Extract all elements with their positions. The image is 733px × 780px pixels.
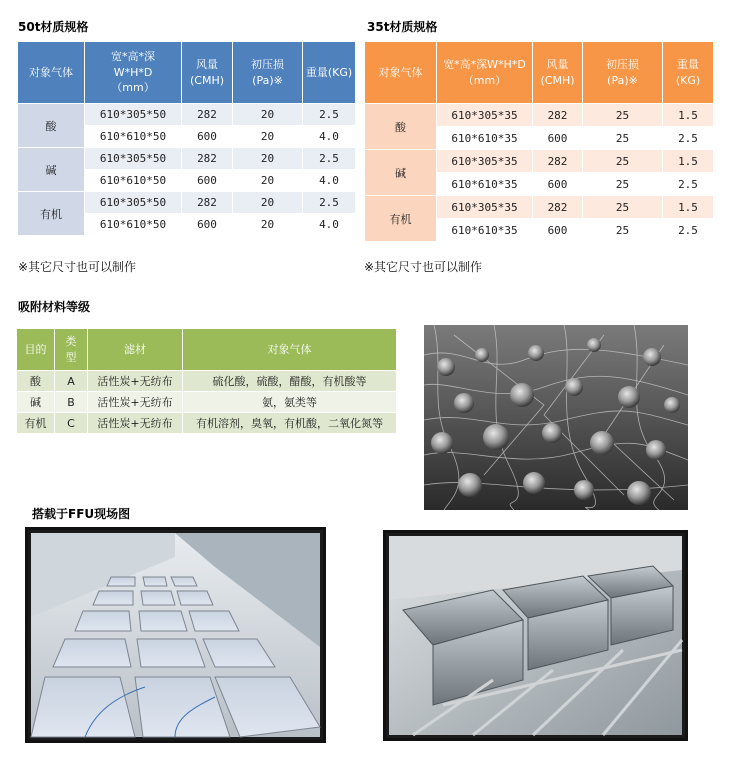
header-weight: 重量 (KG) [663, 42, 714, 104]
weight-cell: 1.5 [663, 104, 714, 127]
spec-table-35t [364, 41, 714, 242]
ffu-site-photo-left [25, 527, 326, 743]
purpose-cell: 有机 [17, 413, 55, 434]
type-cell: A [55, 371, 88, 392]
airflow-cell: 282 [533, 150, 583, 173]
section-50t-title: 50t材质规格 [18, 20, 89, 34]
ffu-photo-right-image [383, 530, 688, 741]
header-weight: 重量(KG) [303, 42, 356, 104]
category-cell: 酸 [18, 104, 85, 148]
table-header-row [18, 42, 356, 104]
gas-cell: 硫化酸，硫酸，醋酸，有机酸等 [183, 371, 397, 392]
airflow-cell: 282 [182, 148, 233, 170]
weight-cell: 1.5 [663, 150, 714, 173]
ffu-site-photo-right [383, 530, 688, 741]
section-35t-note: ※其它尺寸也可以制作 [364, 260, 483, 274]
table-row [365, 196, 714, 219]
weight-cell: 2.5 [663, 173, 714, 196]
header-size: 宽*高*深 W*H*D （mm） [85, 42, 182, 104]
pressure-cell: 20 [233, 126, 303, 148]
table-row [18, 192, 356, 214]
gas-cell: 氨，氨类等 [183, 392, 397, 413]
size-cell: 610*610*50 [85, 170, 182, 192]
size-cell: 610*305*50 [85, 148, 182, 170]
weight-cell: 2.5 [663, 127, 714, 150]
pressure-cell: 20 [233, 170, 303, 192]
header-pressure: 初压损 (Pa)※ [583, 42, 663, 104]
weight-cell: 4.0 [303, 214, 356, 236]
airflow-cell: 282 [533, 196, 583, 219]
size-cell: 610*610*35 [437, 127, 533, 150]
purpose-cell: 酸 [17, 371, 55, 392]
airflow-cell: 282 [533, 104, 583, 127]
pressure-cell: 25 [583, 127, 663, 150]
ffu-photo-left-image [25, 527, 326, 743]
category-cell: 酸 [365, 104, 437, 150]
header-gas: 对象气体 [18, 42, 85, 104]
table-header-row [365, 42, 714, 104]
pressure-cell: 25 [583, 173, 663, 196]
airflow-cell: 282 [182, 104, 233, 126]
type-cell: B [55, 392, 88, 413]
weight-cell: 2.5 [663, 219, 714, 242]
pressure-cell: 20 [233, 104, 303, 126]
media-cell: 活性炭+无纺布 [88, 371, 183, 392]
size-cell: 610*610*50 [85, 214, 182, 236]
category-cell: 碱 [18, 148, 85, 192]
airflow-cell: 282 [182, 192, 233, 214]
header-gas: 对象气体 [365, 42, 437, 104]
grade-title: 吸附材料等级 [18, 300, 91, 314]
size-cell: 610*305*35 [437, 104, 533, 127]
table-row [17, 371, 397, 392]
pressure-cell: 20 [233, 148, 303, 170]
weight-cell: 2.5 [303, 192, 356, 214]
media-cell: 活性炭+无纺布 [88, 413, 183, 434]
pressure-cell: 20 [233, 192, 303, 214]
filter-media-micrograph [424, 325, 688, 510]
header-media: 滤材 [88, 329, 183, 371]
category-cell: 碱 [365, 150, 437, 196]
ffu-title: 搭载于FFU现场图 [32, 507, 131, 521]
airflow-cell: 600 [182, 214, 233, 236]
header-airflow: 风量 (CMH) [533, 42, 583, 104]
weight-cell: 2.5 [303, 104, 356, 126]
header-pressure: 初压损 (Pa)※ [233, 42, 303, 104]
table-row [365, 150, 714, 173]
airflow-cell: 600 [533, 173, 583, 196]
pressure-cell: 20 [233, 214, 303, 236]
weight-cell: 4.0 [303, 126, 356, 148]
table-row [18, 148, 356, 170]
pressure-cell: 25 [583, 150, 663, 173]
purpose-cell: 碱 [17, 392, 55, 413]
weight-cell: 4.0 [303, 170, 356, 192]
category-cell: 有机 [18, 192, 85, 236]
table-row [18, 104, 356, 126]
header-purpose: 目的 [17, 329, 55, 371]
airflow-cell: 600 [182, 126, 233, 148]
size-cell: 610*305*35 [437, 150, 533, 173]
table-row [17, 413, 397, 434]
weight-cell: 1.5 [663, 196, 714, 219]
type-cell: C [55, 413, 88, 434]
pressure-cell: 25 [583, 196, 663, 219]
airflow-cell: 600 [182, 170, 233, 192]
grade-table [16, 328, 397, 434]
micrograph-image [424, 325, 688, 510]
size-cell: 610*305*35 [437, 196, 533, 219]
header-airflow: 风量 (CMH) [182, 42, 233, 104]
header-size: 宽*高*深W*H*D （mm） [437, 42, 533, 104]
weight-cell: 2.5 [303, 148, 356, 170]
pressure-cell: 25 [583, 104, 663, 127]
size-cell: 610*305*50 [85, 192, 182, 214]
section-50t-note: ※其它尺寸也可以制作 [18, 260, 137, 274]
size-cell: 610*610*50 [85, 126, 182, 148]
gas-cell: 有机溶剂，臭氧，有机酸，二氧化氮等 [183, 413, 397, 434]
airflow-cell: 600 [533, 219, 583, 242]
category-cell: 有机 [365, 196, 437, 242]
spec-table-50t [17, 41, 356, 236]
size-cell: 610*305*50 [85, 104, 182, 126]
size-cell: 610*610*35 [437, 173, 533, 196]
table-header-row [17, 329, 397, 371]
table-row [17, 392, 397, 413]
table-row [365, 104, 714, 127]
header-type: 类 型 [55, 329, 88, 371]
pressure-cell: 25 [583, 219, 663, 242]
size-cell: 610*610*35 [437, 219, 533, 242]
section-35t-title: 35t材质规格 [367, 20, 438, 34]
header-target-gas: 对象气体 [183, 329, 397, 371]
media-cell: 活性炭+无纺布 [88, 392, 183, 413]
airflow-cell: 600 [533, 127, 583, 150]
